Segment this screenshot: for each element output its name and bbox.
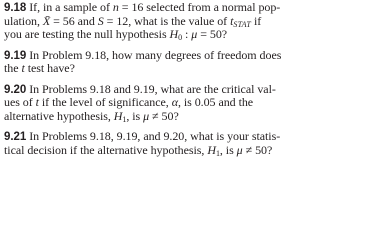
math-variable-h: H xyxy=(169,27,179,41)
text-run: If, in a sample of xyxy=(29,0,113,14)
text-run: In Problems 9.18 and 9.19, what are the critical val- xyxy=(29,81,276,96)
text-run: In Problems 9.18, 9.19, and 9.20, what is your statis- xyxy=(29,129,281,143)
problem-line xyxy=(4,49,360,63)
problem-number: 9.20 xyxy=(4,83,27,96)
text-run: , is 0.05 and the xyxy=(177,95,254,109)
problem-number: 9.21 xyxy=(4,131,27,143)
math-variable-mu: μ xyxy=(236,142,243,157)
problem-9-18 xyxy=(4,1,360,42)
problem-line xyxy=(4,83,360,97)
problem-9-20 xyxy=(4,83,360,124)
text-run: = 50? xyxy=(197,27,228,41)
text-run: , is xyxy=(219,142,237,157)
problem-line xyxy=(4,130,360,144)
math-subscript: 1 xyxy=(122,114,127,124)
text-run: = 12, what is the value of xyxy=(103,13,231,28)
problem-9-21 xyxy=(4,130,360,157)
problem-number: 9.18 xyxy=(4,2,27,14)
problem-line xyxy=(4,96,360,110)
text-run: : xyxy=(182,27,192,41)
problem-line xyxy=(4,62,360,76)
math-variable-n: n xyxy=(112,0,119,14)
math-subscript: 1 xyxy=(215,148,220,158)
math-subscript-stat: STAT xyxy=(233,19,252,29)
math-variable-x-bar: X̄ xyxy=(42,13,51,28)
text-run: , is xyxy=(126,108,144,123)
problem-line xyxy=(4,15,360,29)
problem-line xyxy=(4,144,360,158)
text-run: the xyxy=(4,61,22,75)
math-variable-t: t xyxy=(230,13,234,28)
text-run: tical decision if the alternative hypothesis, xyxy=(4,142,208,157)
problem-number: 9.19 xyxy=(4,49,27,62)
text-run: if xyxy=(251,13,262,28)
text-run: ≠ 50? xyxy=(242,142,273,157)
text-run: ulation, xyxy=(4,13,43,28)
text-run: = 16 selected from a normal pop- xyxy=(118,0,281,14)
math-variable-mu: μ xyxy=(191,27,198,41)
text-run: In Problem 9.18, how many degrees of freedom does xyxy=(29,47,282,62)
text-run: ues of xyxy=(4,95,36,109)
text-run: test have? xyxy=(24,61,75,75)
text-run: = 56 and xyxy=(50,13,98,28)
math-variable-alpha: α xyxy=(171,95,178,109)
text-run: alternative hypothesis, xyxy=(4,108,114,123)
text-run: you are testing the null hypothesis xyxy=(4,27,170,41)
math-variable-t: t xyxy=(21,61,25,75)
text-run: if the level of significance, xyxy=(38,95,172,109)
math-variable-h: H xyxy=(207,142,216,157)
problem-line xyxy=(4,28,360,42)
problem-line xyxy=(4,1,360,15)
math-subscript: 0 xyxy=(178,33,183,42)
problem-9-19 xyxy=(4,49,360,76)
math-variable-s: S xyxy=(97,13,104,28)
problem-line xyxy=(4,110,360,124)
math-variable-t: t xyxy=(35,95,39,109)
math-variable-mu: μ xyxy=(143,108,150,123)
text-run: ≠ 50? xyxy=(149,108,179,123)
math-variable-h: H xyxy=(113,108,123,123)
